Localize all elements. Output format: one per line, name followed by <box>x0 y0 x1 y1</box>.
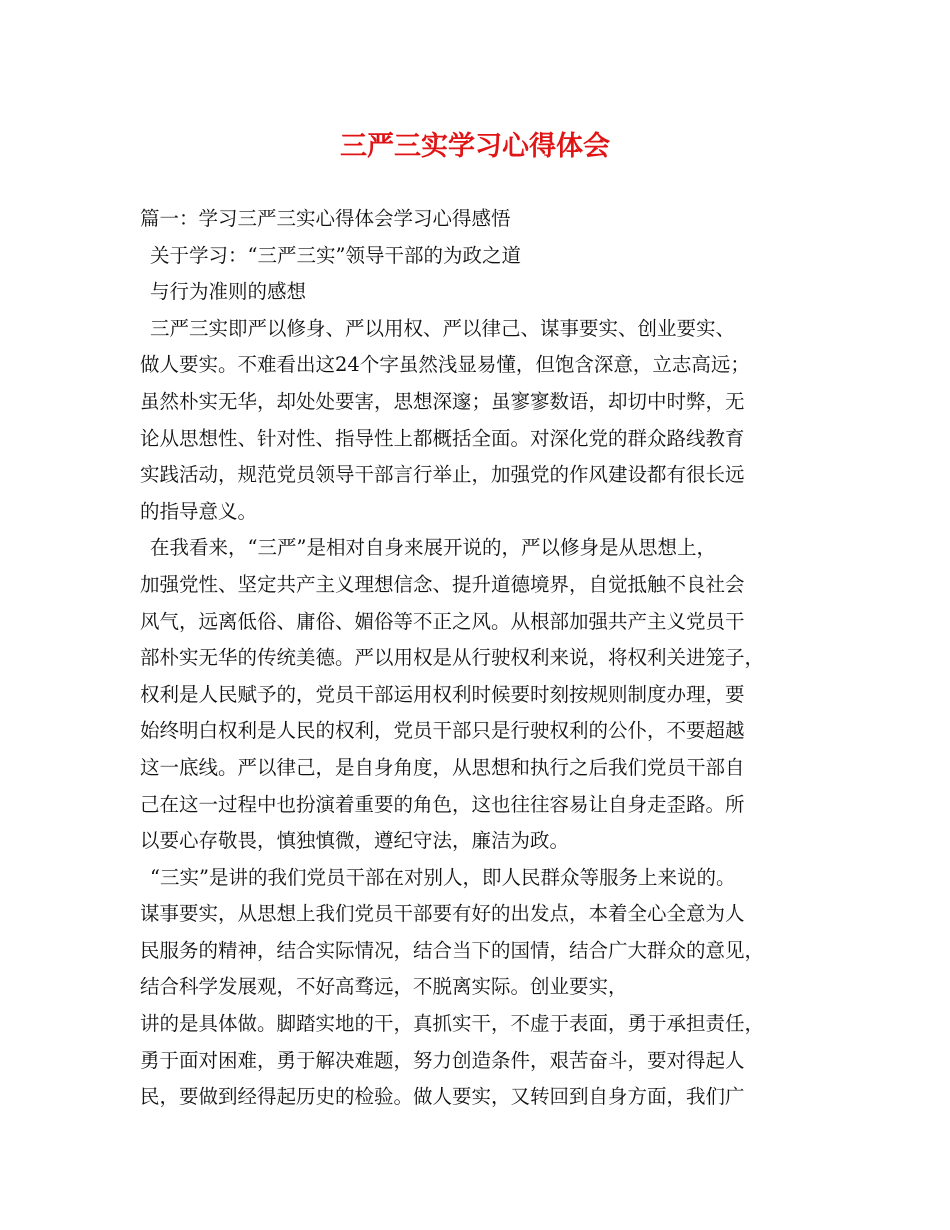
document-body <box>140 201 830 1116</box>
paragraph-line: 己在这一过程中也扮演着重要的角色，这也往往容易让自身走歪路。所 <box>140 792 745 816</box>
paragraph-line: 篇一：学习三严三实心得体会学习心得感悟 <box>140 207 511 230</box>
paragraph-line: 虽然朴实无华，却处处要害，思想深邃；虽寥寥数语，却切中时弊，无 <box>140 389 745 413</box>
paragraph-line: 勇于面对困难，勇于解决难题，努力创造条件，艰苦奋斗，要对得起人 <box>140 1048 745 1072</box>
paragraph-line: 讲的是具体做。脚踏实地的干，真抓实干，不虚于表面，勇于承担责任， <box>140 1012 765 1036</box>
paragraph-line: 加强党性、坚定共产主义理想信念、提升道德境界，自觉抵触不良社会 <box>140 572 745 596</box>
paragraph-line: 权利是人民赋予的，党员干部运用权利时候要时刻按规则制度办理，要 <box>140 682 745 706</box>
paragraph-line: 三严三实即严以修身、严以用权、严以律己、谋事要实、创业要实、 <box>150 316 736 340</box>
paragraph-line: 实践活动，规范党员领导干部言行举止，加强党的作风建设都有很长远 <box>140 463 745 487</box>
paragraph-line: 的指导意义。 <box>140 499 258 523</box>
paragraph-line: 风气，远离低俗、庸俗、媚俗等不正之风。从根部加强共产主义党员干 <box>140 609 745 633</box>
paragraph-line: 做人要实。不难看出这24个字虽然浅显易懂，但饱含深意，立志高远； <box>140 353 750 377</box>
paragraph-line: 结合科学发展观，不好高骛远，不脱离实际。创业要实， <box>140 975 628 999</box>
document-title: 三严三实学习心得体会 <box>340 131 610 162</box>
paragraph-line: 民服务的精神，结合实际情况，结合当下的国情，结合广大群众的意见， <box>140 938 765 962</box>
paragraph-line: 与行为准则的感想 <box>150 280 307 304</box>
paragraph-line: 关于学习：“三严三实”领导干部的为政之道 <box>150 243 521 267</box>
paragraph-line: 在我看来，“三严”是相对自身来展开说的，严以修身是从思想上， <box>150 536 716 560</box>
paragraph-line: 以要心存敬畏，慎独慎微，遵纪守法，廉洁为政。 <box>140 829 570 853</box>
paragraph-line: 这一底线。严以律己，是自身角度，从思想和执行之后我们党员干部自 <box>140 755 745 779</box>
paragraph-line: “三实”是讲的我们党员干部在对别人，即人民群众等服务上来说的。 <box>150 865 736 889</box>
paragraph-line: 部朴实无华的传统美德。严以用权是从行驶权利来说，将权利关进笼子， <box>140 646 765 670</box>
paragraph-line: 谋事要实，从思想上我们党员干部要有好的出发点，本着全心全意为人 <box>140 902 745 926</box>
paragraph-line: 论从思想性、针对性、指导性上都概括全面。对深化党的群众路线教育 <box>140 426 745 450</box>
paragraph-line: 始终明白权利是人民的权利，党员干部只是行驶权利的公仆，不要超越 <box>140 719 745 743</box>
paragraph-line: 民，要做到经得起历史的检验。做人要实，又转回到自身方面，我们广 <box>140 1085 745 1109</box>
